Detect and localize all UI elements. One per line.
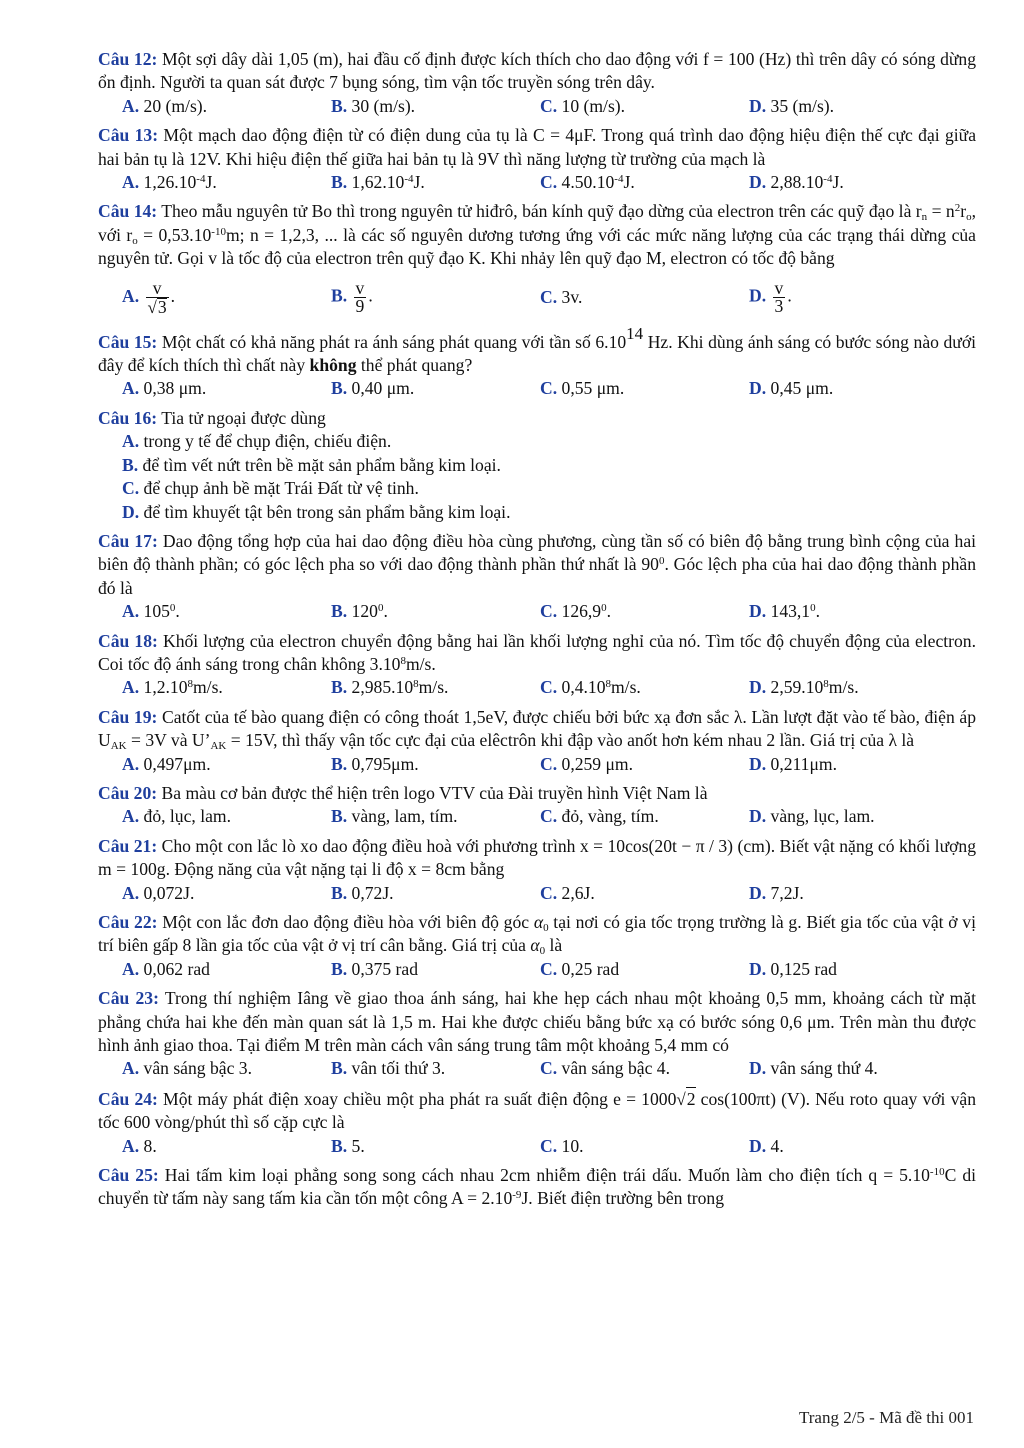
option-b[interactable]: B. 0,40 μm. [331,378,415,399]
options [98,430,976,524]
option-c[interactable]: C. vân sáng bậc 4. [540,1058,670,1079]
option-d[interactable]: D. 0,45 μm. [749,378,834,399]
option-a[interactable]: A. 0,072J. [122,882,195,903]
options [98,275,976,321]
question-label: Câu 13: [98,125,159,146]
question-label: Câu 12: [98,49,158,69]
question-25: Câu 25: Hai tấm kim loại phẳng song song cách nhau 2cm nhiễm điện trái dấu. Muốn làm cho điện tích $q = 5.10^{-10}C$ di chuyển từ tấm này sang tấm kia cần tốn một công $A = 2.10^{-9}J$. Biết điện trường bên trong [98,1165,977,1209]
option-d[interactable]: D. 2,59.10$^8$m/s. [749,677,859,698]
option-b[interactable]: B. 30 (m/s). [331,95,416,116]
exam-page [98,48,976,1217]
option-b[interactable]: B. 0,795μm. [331,753,419,774]
option-a[interactable]: A. 0,497μm. [122,753,211,774]
option-a[interactable]: A. 0,38 μm. [122,378,207,399]
option-c[interactable]: C. 0,259 μm. [540,753,634,774]
question-label: Câu 14: [98,201,158,222]
options [98,958,976,981]
options [98,377,976,400]
option-c[interactable]: C. 2,6J. [540,882,595,903]
question-20: Câu 20: Ba màu cơ bản được thể hiện trên logo VTV của Đài truyền hình Việt Nam là A. đỏ, lục, lam. B. vàng, lam, tím. C. đỏ, vàng, tím. D. vàng, lục, lam. [98,782,976,829]
option-b[interactable]: B. vàng, lam, tím. [331,806,458,827]
options [98,171,976,194]
question-label: Câu 16: [98,407,158,428]
option-b[interactable]: B. $120^0$. [331,601,388,622]
option-a[interactable]: A. $105^0$. [122,601,180,622]
option-d[interactable]: D. $2,88.10^{-4}J$. [749,172,844,193]
fraction: $\frac{v}{9}$ [355,278,365,317]
option-b[interactable]: B. 5. [331,1135,365,1156]
option-c[interactable]: C. 3v. [540,286,583,307]
question-17: Câu 17: Dao động tổng hợp của hai dao động điều hòa cùng phương, cùng tần số có biên độ bằng trung bình cộng của hai biên độ thành phần; có góc lệch pha so với dao động thành phần thứ nhất là $90^0$. Góc lệch pha của hai dao động thành phần đó là A. $105^0$. B. $120^0$. C. 126,9$^0$. D. 143,1$^0$. [98,530,976,624]
option-c[interactable]: C. 0,55 μm. [540,378,625,399]
option-b[interactable]: B. để tìm vết nứt trên bề mặt sản phẩm bằng kim loại. [122,454,501,475]
question-label: Câu 18: [98,630,158,651]
option-b[interactable]: B. 0,72J. [331,882,394,903]
options [98,676,976,699]
question-label: Câu 19: [98,706,158,727]
option-d[interactable]: D. vàng, lục, lam. [749,806,875,827]
option-b[interactable]: B. $1,62.10^{-4}J$. [331,172,425,193]
option-d[interactable]: D. 35 (m/s). [749,95,835,116]
option-a[interactable]: A. 0,062 rad [122,958,210,979]
options [98,805,976,828]
option-d[interactable]: D. để tìm khuyết tật bên trong sản phẩm bằng kim loại. [122,501,511,522]
options [98,1135,976,1158]
option-d[interactable]: D. 143,1$^0$. [749,601,821,622]
option-a[interactable]: A. 8. [122,1135,157,1156]
question-24: Câu 24: Một máy phát điện xoay chiều một pha phát ra suất điện động e = 1000√2 cos(100πt) (V). Nếu roto quay với vận tốc 600 vòng/phút thì số cặp cực là A. 8. B. 5. C. 10. D. 4. [98,1087,976,1158]
option-d[interactable]: D. vân sáng thứ 4. [749,1058,878,1079]
option-d[interactable]: D. 7,2J. [749,882,804,903]
options [98,95,976,118]
option-b[interactable]: B. $\frac{v}{9}$ . [331,278,373,317]
fraction: $\frac{v}{3}$ [774,278,784,317]
option-d[interactable]: D. $\frac{v}{3}$ . [749,278,792,317]
option-b[interactable]: B. 0,375 rad [331,958,418,979]
option-c[interactable]: C. 126,9$^0$. [540,601,612,622]
option-c[interactable]: C. để chụp ảnh bề mặt Trái Đất từ vệ tinh. [122,478,419,499]
question-18: Câu 18: Khối lượng của electron chuyển động bằng hai lần khối lượng nghỉ của nó. Tìm tốc độ chuyển động của electron. Coi tốc độ ánh sáng trong chân không 3.10$^8$m/s. A. 1,2.10$^8$m/s. B. 2,985.10$^8$m/s. C. 0,4.10$^8$m/s. D. 2,59.10$^8$m/s. [98,630,976,700]
option-a[interactable]: A. 20 (m/s). [122,95,208,116]
question-19: Câu 19: Catốt của tế bào quang điện có công thoát 1,5eV, được chiếu bởi bức xạ đơn sắc λ. Lần lượt đặt vào tế bào, điện áp $U_{AK} = 3V$ và $U’_{AK} = 15V$, thì thấy vận tốc cực đại của elêctrôn khi đập vào anốt hơn kém nhau 2 lần. Giá trị của λ là A. 0,497μm. B. 0,795μm. C. 0,259 μm. D. 0,211μm. [98,706,976,776]
options [98,600,976,623]
option-a[interactable]: A. đỏ, lục, lam. [122,806,231,827]
option-c[interactable]: C. đỏ, vàng, tím. [540,806,659,827]
option-c[interactable]: C. 10. [540,1135,584,1156]
options [98,753,976,776]
options [98,1057,976,1080]
question-label: Câu 22: [98,912,158,932]
option-b[interactable]: B. 2,985.10$^8$m/s. [331,677,449,698]
question-12 [98,48,976,118]
option-a[interactable]: A. trong y tế để chụp điện, chiếu điện. [122,431,392,452]
question-label: Câu 17: [98,530,158,551]
question-label: Câu 20: [98,782,158,803]
question-21: Câu 21: Cho một con lắc lò xo dao động điều hoà với phương trình x = 10cos(20t − π / 3) (cm). Biết vật nặng có khối lượng m = 100g. Động năng của vật nặng tại li độ x = 8cm bằng A. 0,072J. B. 0,72J. C. 2,6J. D. 7,2J. [98,835,976,905]
question-22: Câu 22: Một con lắc đơn dao động điều hòa với biên độ góc $\alpha_0$ tại nơi có gia tốc trọng trường là g. Biết gia tốc của vật ở vị trí biên gấp 8 lần gia tốc của vật ở vị trí cân bằng. Giá trị của $\alpha_0$ là A. 0,062 rad B. 0,375 rad C. 0,25 rad D. 0,125 rad [98,911,976,981]
option-a[interactable]: A. $1,26.10^{-4}J$. [122,172,217,193]
option-a[interactable]: A. 1,2.10$^8$m/s. [122,677,223,698]
question-13 [98,124,976,194]
fraction: $\frac{v}{√3}$ [147,277,167,317]
question-15: Câu 15: Một chất có khả năng phát ra ánh sáng phát quang với tần số 6.10$^{14}$ Hz. Khi dùng ánh sáng có bước sóng nào dưới đây để kích thích thì chất này không thể phát quang? A. 0,38 μm. B. 0,40 μm. C. 0,55 μm. D. 0,45 μm. [98,331,976,401]
question-23: Câu 23: Trong thí nghiệm Iâng về giao thoa ánh sáng, hai khe hẹp cách nhau một khoảng 0,5 mm, khoảng cách từ mặt phẳng chứa hai khe đến màn quan sát là 1,5 m. Hai khe được chiếu bằng bức xạ có bước sóng 0,6 μm. Trên màn thu được hình ảnh giao thoa. Tại điểm M trên màn cách vân sáng trung tâm một khoảng 5,4 mm có A. vân sáng bậc 3. B. vân tối thứ 3. C. vân sáng bậc 4. D. vân sáng thứ 4. [98,987,976,1081]
question-label: Câu 21: [98,835,158,856]
option-a[interactable]: A. vân sáng bậc 3. [122,1058,252,1079]
question-label: Câu 24: [98,1088,158,1109]
question-label: Câu 25: [98,1165,159,1186]
question-text: Một sợi dây dài 1,05 (m), hai đầu cố định được kích thích cho dao động với f = 100 (Hz) thì trên dây có sóng dừng ổn định. Người ta quan sát được 7 bụng sóng, tìm vận tốc truyền sóng trên dây. [98,49,976,93]
option-c[interactable]: C. 0,4.10$^8$m/s. [540,677,641,698]
option-a[interactable]: A. $\frac{v}{√3}$ . [122,277,176,317]
option-b[interactable]: B. vân tối thứ 3. [331,1058,446,1079]
options [98,882,976,905]
question-label: Câu 15: [98,331,158,352]
option-c[interactable]: C. $4.50.10^{-4}J$. [540,172,635,193]
option-d[interactable]: D. 0,211μm. [749,753,837,774]
question-label: Câu 23: [98,988,159,1009]
question-text: Một mạch dao động điện từ có điện dung của tụ là C = 4μF. Trong quá trình dao động hiệu điện thế cực đại giữa hai bản tụ là 12V. Khi hiệu điện thế giữa hai bản tụ là 9V thì năng lượng từ trường của mạch là [98,125,977,169]
option-c[interactable]: C. 0,25 rad [540,958,620,979]
option-d[interactable]: D. 4. [749,1135,784,1156]
question-16: Câu 16: Tia tử ngoại được dùng A. trong y tế để chụp điện, chiếu điện. B. để tìm vết nứt trên bề mặt sản phẩm bằng kim loại. C. để chụp ảnh bề mặt Trái Đất từ vệ tinh. D. để tìm khuyết tật bên trong sản phẩm bằng kim loại. [98,407,976,524]
question-14: Câu 14: Theo mẫu nguyên tử Bo thì trong nguyên tử hiđrô, bán kính quỹ đạo dừng của electron trên các quỹ đạo là $r_n = n^2r_o$, với $r_o = 0,53.10^{-10}m$; n = 1,2,3, ... là các số nguyên dương tương ứng với các mức năng lượng của các trạng thái dừng của nguyên tử. Gọi v là tốc độ của electron trên quỹ đạo K. Khi nhảy lên quỹ đạo M, electron có tốc độ bằng A. $\frac{v}{√3}$ . B. $\frac{v}{9}$ . C. 3v. D. $\frac{v}{3}$ . [98,200,976,320]
option-d[interactable]: D. 0,125 rad [749,958,837,979]
page-footer: Trang 2/5 - Mã đề thi 001 [798,1408,974,1427]
option-c[interactable]: C. 10 (m/s). [540,95,626,116]
